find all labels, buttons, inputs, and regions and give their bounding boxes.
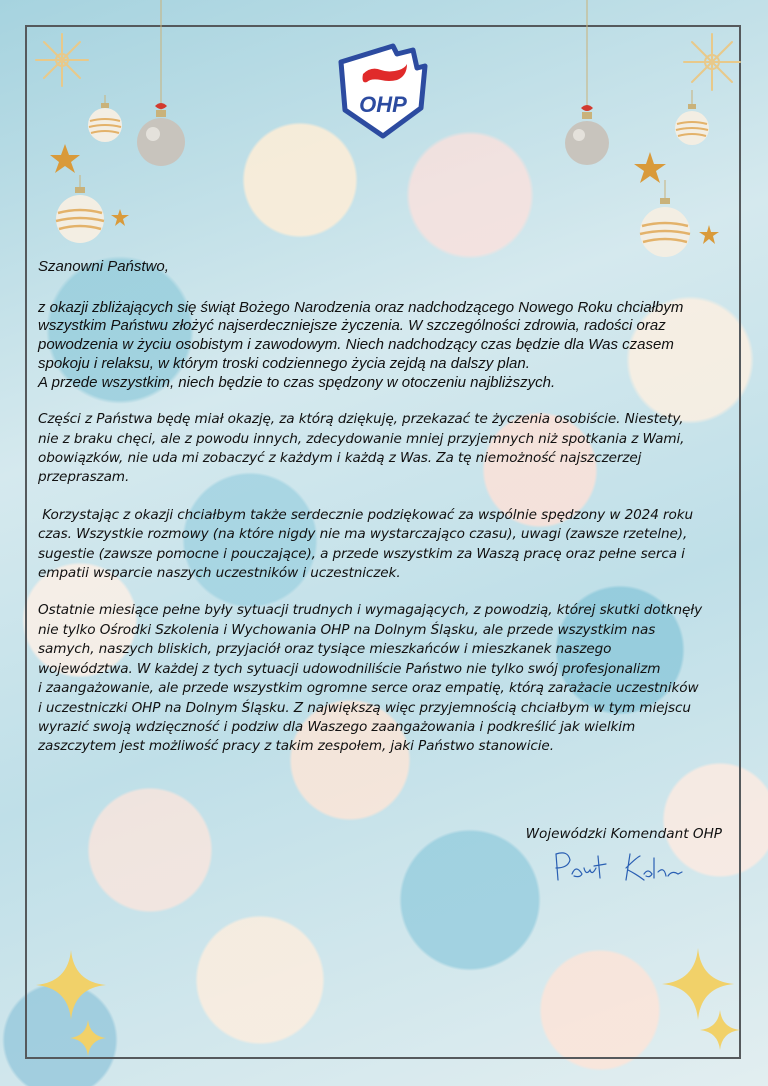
text-line: i uczestniczki OHP na Dolnym Śląsku. Z największą więc przyjemnością chciałbym w tym miejscu: [38, 699, 691, 716]
text-line: spokoju i relaksu, w którym troski codziennego życia zejdą na dalszy plan.: [38, 354, 530, 372]
sparkle-icon: [36, 950, 106, 1020]
paragraph-1: [38, 299, 728, 393]
text-line: Części z Państwa będę miał okazję, za którą dziękuję, przekazać te życzenia osobiście. Niestety,: [38, 411, 684, 428]
text-line: województwa. W każdej z tych sytuacji udowodniliście Państwo nie tylko swój profesjonalizm: [38, 660, 661, 677]
text-line: nie z braku chęci, ale z powodu innych, zdecydowanie mniej przyjemnych niż spotkania z Wami,: [38, 430, 685, 447]
letter-body: [38, 258, 728, 757]
snowflake-icon: [680, 30, 744, 94]
text-line: zaszczytem jest możliwość pracy z takim zespołem, jaki Państwo stanowicie.: [38, 738, 554, 755]
text-line: powodzenia w życiu osobistym i zawodowym. Niech nadchodzący czas będzie dla Was czasem: [38, 336, 674, 354]
text-line: przepraszam.: [38, 469, 130, 486]
snowflake-icon: [32, 30, 92, 90]
star-icon: [698, 224, 720, 246]
logo-text: OHP: [359, 92, 407, 117]
bauble-icon: [636, 180, 694, 260]
handwritten-signature: [540, 848, 690, 888]
bauble-icon: [85, 95, 125, 145]
bauble-icon: [672, 90, 712, 150]
greeting: Szanowni Państwo,: [38, 258, 169, 275]
paragraph-2: [38, 410, 728, 488]
text-line: wszystkim Państwu złożyć najserdeczniejsze życzenia. W szczególności zdrowia, radości oraz: [38, 317, 666, 335]
signer-title: Wojewódzki Komendant OHP: [525, 826, 722, 842]
bauble-icon: [135, 0, 187, 170]
text-line: z okazji zbliżających się świąt Bożego Narodzenia oraz nadchodzącego Nowego Roku chciałbym: [38, 298, 684, 316]
text-line: nie tylko Ośrodki Szkolenia i Wychowania OHP na Dolnym Śląsku, ale przede wszystkim nas: [38, 621, 656, 638]
text-line: wyrazić swoją wdzięczność i podziw dla Waszego zaangażowania i podkreślić jak wielkim: [38, 718, 636, 735]
paragraph-3: [38, 506, 728, 584]
text-line: sugestie (zawsze pomocne i pouczające), a przede wszystkim za Waszą pracę oraz pełne serca i: [38, 545, 685, 562]
ohp-logo: [333, 40, 433, 140]
text-line: Ostatnie miesiące pełne były sytuacji trudnych i wymagających, z powodzią, której skutki dotknęły: [38, 602, 703, 619]
text-line: empatii wsparcie naszych uczestników i uczestniczek.: [38, 565, 401, 582]
bauble-icon: [562, 0, 612, 170]
text-line: obowiązków, nie uda mi zobaczyć z każdym i każdą z Was. Za tę niemożność najszczerzej: [38, 450, 642, 467]
star-icon: [48, 142, 82, 176]
text-line: samych, naszych bliskich, przyjaciół oraz tysiące mieszkańców i mieszkanek naszego: [38, 641, 612, 658]
paragraph-4: [38, 601, 728, 756]
sparkle-icon: [700, 1010, 740, 1050]
text-line: i zaangażowanie, ale przede wszystkim ogromne serce oraz empatię, którą zarażacie uczestników: [38, 680, 699, 697]
text-line: A przede wszystkim, niech będzie to czas spędzony w otoczeniu najbliższych.: [38, 373, 556, 391]
text-line: Korzystając z okazji chciałbym także serdecznie podziękować za wspólnie spędzony w 2024 roku: [38, 506, 693, 523]
bauble-icon: [52, 175, 108, 247]
star-icon: [110, 208, 130, 228]
text-line: czas. Wszystkie rozmowy (na które nigdy nie ma wystarczająco czasu), uwagi (zawsze rzetelne),: [38, 526, 688, 543]
sparkle-icon: [70, 1020, 106, 1056]
